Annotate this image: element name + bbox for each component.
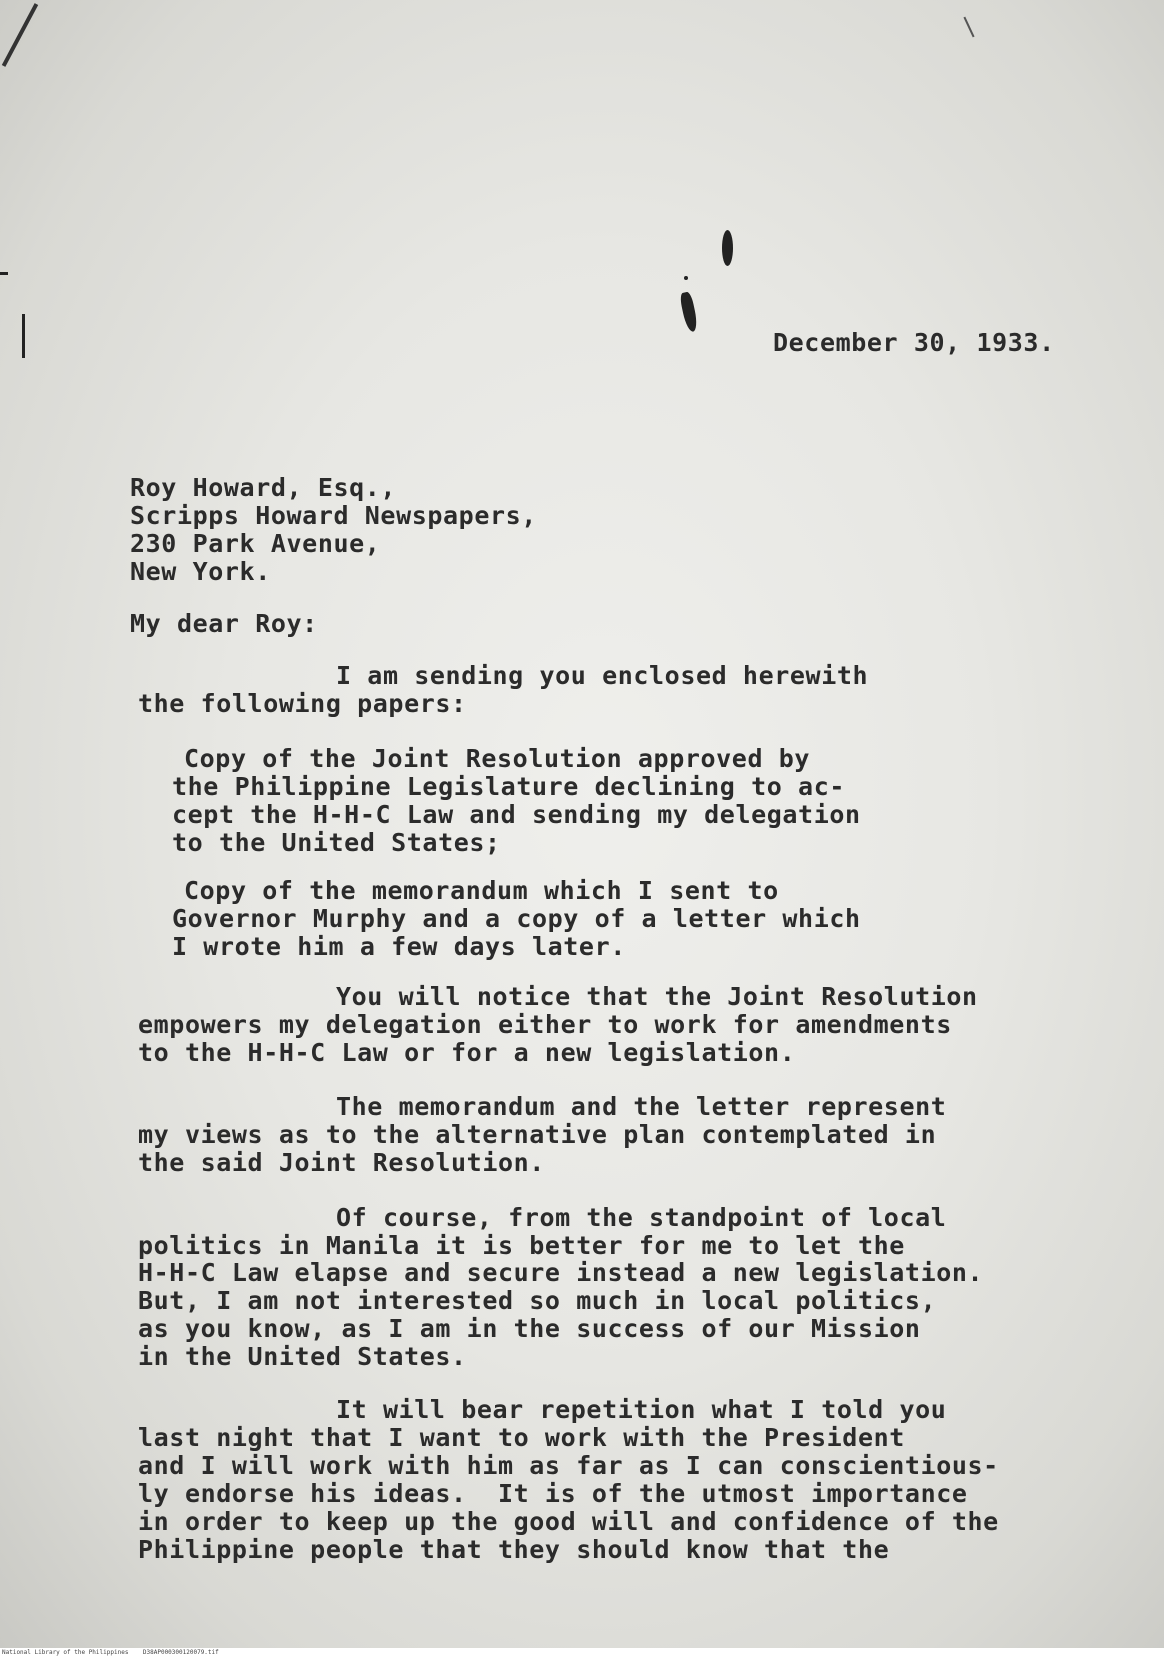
paragraph-4-line: It will bear repetition what I told you bbox=[336, 1395, 947, 1424]
paragraph-1-line: You will notice that the Joint Resolution bbox=[336, 982, 978, 1011]
paragraph-4-line: and I will work with him as far as I can conscientious- bbox=[138, 1451, 999, 1480]
enclosure-1-line: Copy of the Joint Resolution approved by bbox=[184, 744, 811, 773]
paragraph-2-line: the said Joint Resolution. bbox=[138, 1148, 545, 1177]
enclosure-1-line: to the United States; bbox=[172, 828, 501, 857]
salutation: My dear Roy: bbox=[130, 609, 318, 638]
paragraph-4-line: ly endorse his ideas. It is of the utmost importance bbox=[138, 1479, 968, 1508]
paragraph-3-line: H-H-C Law elapse and secure instead a new legislation. bbox=[138, 1258, 984, 1287]
letter-date: December 30, 1933. bbox=[773, 328, 1055, 357]
paragraph-3-line: in the United States. bbox=[138, 1342, 467, 1371]
enclosure-1-line: cept the H-H-C Law and sending my delegation bbox=[172, 800, 861, 829]
enclosure-2-line: Copy of the memorandum which I sent to bbox=[184, 876, 779, 905]
enclosure-2-line: I wrote him a few days later. bbox=[172, 932, 626, 961]
paragraph-1-line: to the H-H-C Law or for a new legislation. bbox=[138, 1038, 796, 1067]
paragraph-3-line: Of course, from the standpoint of local bbox=[336, 1203, 947, 1232]
paragraph-2-line: my views as to the alternative plan contemplated in bbox=[138, 1120, 937, 1149]
paragraph-4-line: last night that I want to work with the President bbox=[138, 1423, 905, 1452]
paragraph-4-line: in order to keep up the good will and confidence of the bbox=[138, 1507, 999, 1536]
recipient-company: Scripps Howard Newspapers, bbox=[130, 501, 537, 530]
archive-name: National Library of the Philippines bbox=[2, 1649, 129, 1656]
enclosure-2-line: Governor Murphy and a copy of a letter which bbox=[172, 904, 861, 933]
paragraph-1-line: empowers my delegation either to work for amendments bbox=[138, 1010, 952, 1039]
paragraph-4-line: Philippine people that they should know that the bbox=[138, 1535, 890, 1564]
file-id: D38AP000300120079.tif bbox=[142, 1649, 219, 1656]
archive-footer bbox=[0, 1648, 1164, 1658]
intro-line-2: the following papers: bbox=[138, 689, 467, 718]
paragraph-3-line: politics in Manila it is better for me to let the bbox=[138, 1231, 905, 1260]
enclosure-1-line: the Philippine Legislature declining to ac- bbox=[172, 772, 846, 801]
paragraph-3-line: But, I am not interested so much in local politics, bbox=[138, 1286, 937, 1315]
recipient-city: New York. bbox=[130, 557, 271, 586]
recipient-name: Roy Howard, Esq., bbox=[130, 473, 397, 502]
intro-line-1: I am sending you enclosed herewith bbox=[336, 661, 869, 690]
paragraph-2-line: The memorandum and the letter represent bbox=[336, 1092, 947, 1121]
recipient-street: 230 Park Avenue, bbox=[130, 529, 381, 558]
paragraph-3-line: as you know, as I am in the success of our Mission bbox=[138, 1314, 921, 1343]
